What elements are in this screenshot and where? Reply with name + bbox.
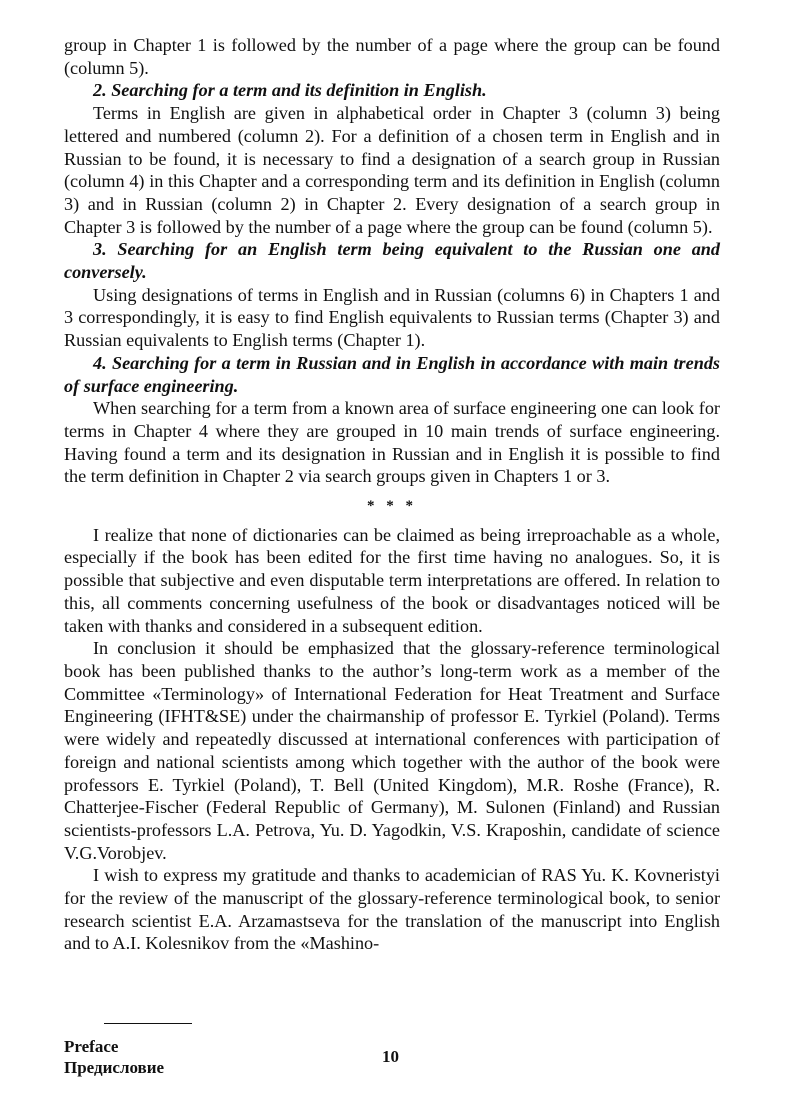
paragraph-disclaimer: I realize that none of dictionaries can be claimed as being irreproachable as a whole, especially if the book has been edited for the first time having no analogues. So, it is possible that subjective and even disputable term interpretations are offered. In relation to this, all comments concerning usefulness of the book or disadvantages noticed will be taken with thanks and considered in a subsequent edition. bbox=[64, 524, 720, 636]
footer-section-labels bbox=[64, 1036, 164, 1078]
footer-rule bbox=[104, 1023, 192, 1024]
page-body bbox=[64, 34, 720, 955]
heading-trends-search: 4. Searching for a term in Russian and in English in accordance with main trends of surface engineering. bbox=[64, 352, 720, 396]
paragraph-conclusion: In conclusion it should be emphasized that the glossary-reference terminological book has been published thanks to the author’s long-term work as a member of the Committee «Terminology» of International Federation for Heat Treatment and Surface Engineering (IFHT&SE) under the chairmanship of professor E. Tyrkiel (Poland). Terms were widely and repeatedly discussed at international conferences with participation of foreign and national scientists among which together with the author of the book were professors E. Tyrkiel (Poland), T. Bell (United Kingdom), M.R. Roshe (France), R. Chatterjee-Fischer (Federal Republic of Germany), M. Sulonen (Finland) and Russian scientists-professors L.A. Petrova, Yu. D. Yagodkin, V.S. Kraposhin, candidate of science V.G.Vorobjev. bbox=[64, 638, 720, 863]
paragraph-continued: group in Chapter 1 is followed by the number of a page where the group can be found (column 5). bbox=[64, 35, 720, 78]
paragraph-search-english: Terms in English are given in alphabetical order in Chapter 3 (column 3) being lettered and numbered (column 2). For a definition of a chosen term in English and in Russian to be found, it is necessary to find a designation of a search group in Russian (column 4) in this Chapter and a corresponding term and its definition in English (column 3) and in Russian (column 2) in Chapter 2. Every designation of a search group in Chapter 3 is followed by the number of a page where the group can be found (column 5). bbox=[64, 103, 720, 237]
page-number: 10 bbox=[382, 1047, 399, 1066]
footer-section-ru: Предисловие bbox=[64, 1058, 165, 1077]
section-separator: * * * bbox=[367, 498, 417, 515]
heading-equivalent-search: 3. Searching for an English term being equivalent to the Russian one and conversely. bbox=[64, 239, 720, 283]
footer-section-en: Preface bbox=[64, 1037, 119, 1056]
paragraph-trends-search: When searching for a term from a known area of surface engineering one can look for terms in Chapter 4 where they are grouped in 10 main trends of surface engineering. Having found a term and its designation in Russian and in English it is possible to find the term definition in Chapter 2 via search groups given in Chapters 1 or 3. bbox=[64, 398, 720, 487]
heading-search-english: 2. Searching for a term and its definition in English. bbox=[93, 80, 487, 101]
paragraph-equivalent-search: Using designations of terms in English and in Russian (columns 6) in Chapters 1 and 3 correspondingly, it is easy to find English equivalents to Russian terms (Chapter 3) and Russian equivalents to English terms (Chapter 1). bbox=[64, 284, 720, 351]
paragraph-gratitude: I wish to express my gratitude and thanks to academician of RAS Yu. K. Kovneristyi for the review of the manuscript of the glossary-reference terminological book, to senior research scientist E.A. Arzamastseva for the translation of the manuscript into English and to A.I. Kolesnikov from the «Mashino- bbox=[64, 865, 720, 954]
